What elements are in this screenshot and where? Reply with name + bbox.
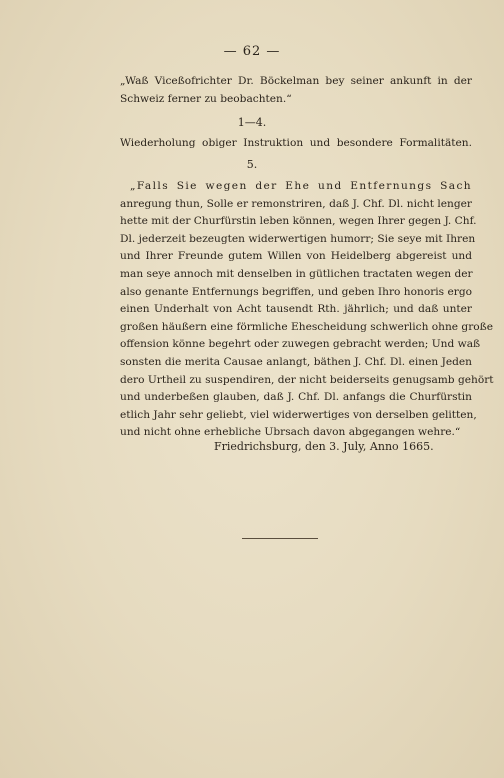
page-number: — 62 — (223, 44, 281, 59)
section-5-line: Dl. jederzeit bezeugten widerwertigen humorr; Sie seye mit Ihren (120, 232, 476, 245)
section-5-line: und nicht ohne erhebliche Ubrsach davon abgegangen wehre.“ (120, 426, 461, 439)
section-1-4-text (120, 135, 472, 153)
section-5-line: großen häußern eine förmliche Ehescheidung schwerlich ohne große (120, 320, 493, 333)
section-5-line: und underbeßen glauben, daß J. Chf. Dl. anfangs die Churfürstin (120, 391, 472, 404)
section-heading-1-4: 1—4. (237, 116, 267, 129)
dateline: Friedrichsburg, den 3. July, Anno 1665. (214, 440, 434, 453)
section-heading-5: 5. (246, 158, 258, 171)
divider-rule (242, 538, 318, 539)
section-5-line: „Falls Sie wegen der Ehe und Entfernungs Sach (130, 180, 472, 192)
section-1-4-line: Wiederholung obiger Instruktion und besondere Formalitäten. (120, 137, 472, 149)
section-5-paragraph (120, 178, 494, 442)
section-5-line: hette mit der Churfürstin leben können, wegen Ihrer gegen J. Chf. (120, 215, 477, 228)
section-5-line: sonsten die merita Causae anlangt, bäthen J. Chf. Dl. einen Jeden (120, 355, 472, 368)
intro-line: Schweiz ferner zu beobachten.“ (120, 92, 292, 105)
section-5-line: etlich Jahr sehr geliebt, viel widerwertiges von derselben gelitten, (120, 408, 477, 421)
section-5-line: man seye annoch mit denselben in gütlichen tractaten wegen der (120, 267, 473, 280)
section-5-line: und Ihrer Freunde gutem Willen von Heidelberg abgereist und (120, 250, 472, 263)
intro-paragraph (120, 73, 472, 108)
section-5-line: anregung thun, Solle er remonstriren, daß J. Chf. Dl. nicht lenger (120, 197, 472, 210)
section-5-line: also genante Entfernungs begriffen, und geben Ihro honoris ergo (120, 285, 472, 298)
section-5-line: dero Urtheil zu suspendiren, der nicht beiderseits genugsamb gehört (120, 373, 494, 386)
intro-line: „Waß Viceßofrichter Dr. Böckelman bey seiner ankunft in der (120, 75, 472, 87)
section-5-line: offension könne begehrt oder zuwegen gebracht werden; Und waß (120, 338, 481, 351)
section-5-line: einen Underhalt von Acht tausendt Rth. jährlich; und daß unter (120, 303, 472, 316)
